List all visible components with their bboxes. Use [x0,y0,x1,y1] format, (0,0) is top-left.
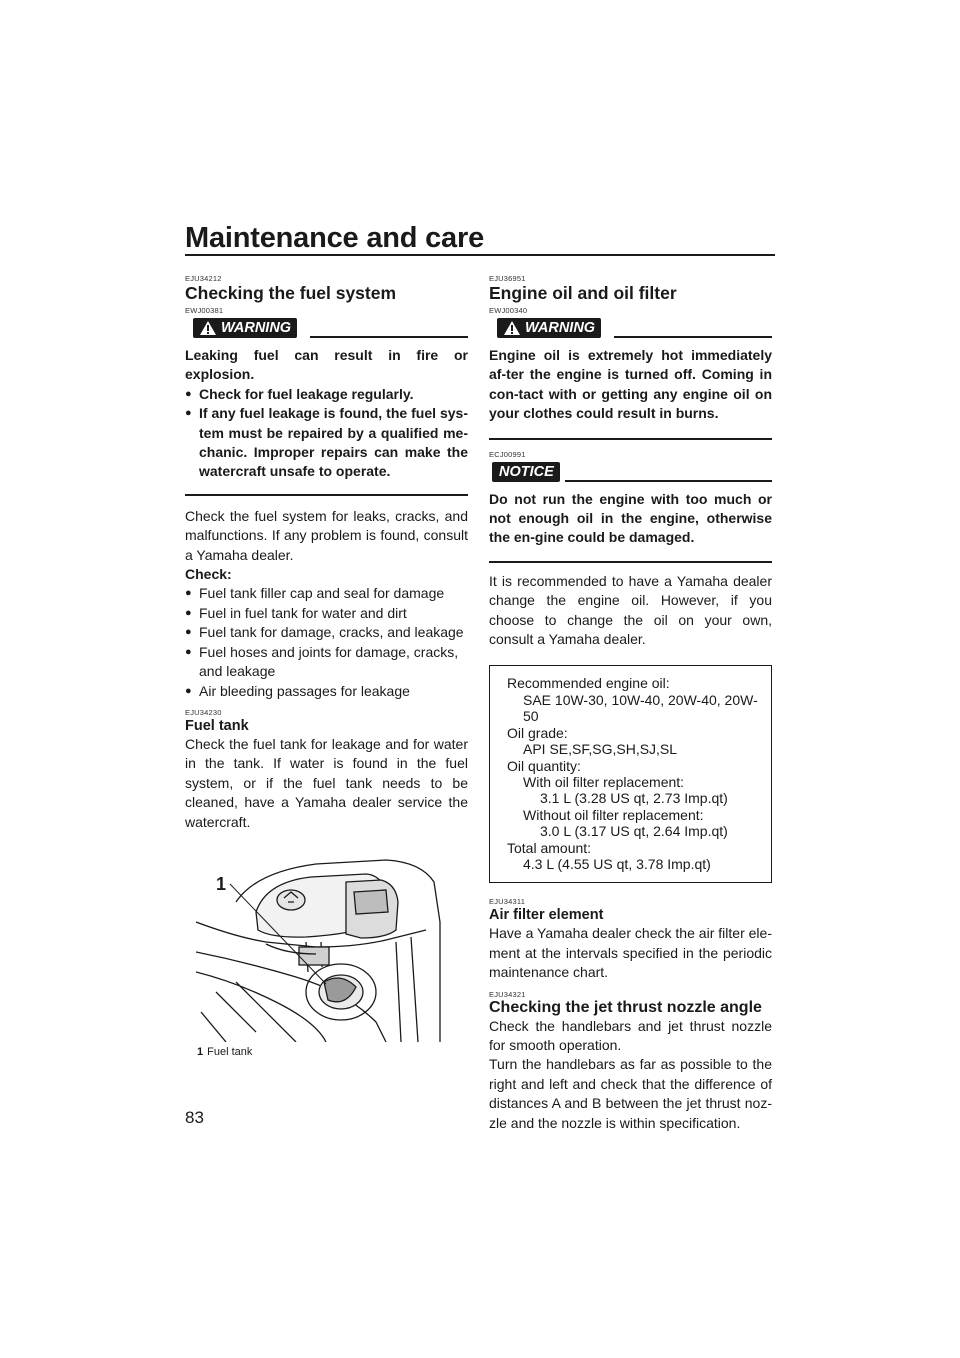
warning-body [185,346,468,482]
left-column [185,274,468,1058]
section-heading-nozzle: Checking the jet thrust nozzle angle [489,998,762,1016]
title-rule [185,254,775,256]
notice-header [489,462,772,484]
warning-body: Engine oil is extremely hot immediately af-ter the engine is turned off. Coming in con-tact with or getting any engine oil on your clothes could result in burns. [489,347,772,422]
spec-label: Oil grade: [507,724,568,741]
warning-header [489,318,772,340]
spec-label: Recommended engine oil: [507,675,670,692]
warning-badge [193,318,297,338]
check-item: ● Fuel tank for damage, cracks, and leakage [185,623,468,642]
paragraph: Turn the handlebars as far as possible to the right and left and check that the difference of distances A and B between the jet thrust noz-zle and the nozzle is within specification. [489,1056,772,1131]
notice-body: Do not run the engine with too much or not enough oil in the engine, otherwise the en-gine could be damaged. [489,490,772,546]
section-code: EJU34212 [185,274,222,283]
notice-end-rule [489,561,772,563]
fuel-tank-figure [196,842,442,1042]
check-item: ● Fuel hoses and joints for damage, cracks, and leakage [185,643,468,682]
warning-header [185,318,468,340]
warning-lead: Leaking fuel can result in fire or explosion. [185,347,468,383]
warning-label: WARNING [221,320,292,336]
section-code: EJU34321 [489,989,526,999]
spec-value: 3.1 L (3.28 US qt, 2.73 Imp.qt) [540,790,728,807]
spec-value: 4.3 L (4.55 US qt, 3.78 Imp.qt) [523,855,711,872]
notice-code: ECJ00991 [489,449,526,459]
warning-badge [497,318,601,338]
right-column [489,274,772,1133]
section-heading-fuel-tank: Fuel tank [185,717,249,734]
check-label: Check: [185,566,232,583]
spec-sublabel: With oil filter replacement: [523,773,685,790]
warning-end-rule [489,438,772,440]
spec-label: Oil quantity: [507,757,581,774]
spec-sublabel: Without oil filter replacement: [523,806,704,823]
caption-number: 1 [197,1045,204,1058]
warning-label: WARNING [525,320,596,336]
page-number: 83 [185,1108,204,1127]
paragraph: It is recommended to have a Yamaha dealer change the engine oil. However, if you choose to change the oil on your own, consult a Yamaha dealer. [489,572,772,648]
warning-rule [310,336,468,338]
warning-rule [614,336,772,338]
spec-value: 3.0 L (3.17 US qt, 2.64 Imp.qt) [540,823,728,840]
paragraph: Check the fuel tank for leakage and for water in the tank. If water is found in the fuel system, or if the fuel tank needs to be cleaned, have a Yamaha dealer service the watercraft. [185,735,468,830]
page-title: Maintenance and care [185,222,484,254]
notice-badge: NOTICE [492,462,560,482]
spec-value: SAE 10W-30, 10W-40, 20W-40, 20W-50 [523,691,758,725]
fuel-tank-illustration [196,842,442,1042]
oil-spec-box [489,665,772,883]
warning-triangle-icon [503,320,521,336]
check-item: ● Fuel tank filler cap and seal for damage [185,584,468,603]
paragraph: Have a Yamaha dealer check the air filter ele-ment at the intervals specified in the periodic maintenance chart. [489,925,772,981]
section-code: EJU34230 [185,707,222,717]
section-heading-air-filter: Air filter element [489,907,604,924]
caption-text: Fuel tank [207,1045,253,1058]
section-code: EJU36951 [489,274,526,283]
warning-triangle-icon [199,320,217,336]
section-heading-fuel-system: Checking the fuel system [185,283,397,303]
check-item: ● Air bleeding passages for leakage [185,682,468,701]
section-code: EJU34311 [489,897,526,907]
warning-code: EWJ00340 [489,306,528,315]
figure-callout: 1 [216,873,227,894]
section-heading-engine-oil: Engine oil and oil filter [489,283,677,303]
warning-end-rule [185,494,468,496]
warning-code: EWJ00381 [185,306,224,315]
warning-bullet: ● Check for fuel leakage regularly. [185,385,468,404]
notice-rule [565,480,772,482]
paragraph: Check the handlebars and jet thrust nozzle for smooth operation. [489,1017,772,1053]
figure-caption [197,1046,468,1058]
warning-bullet: ● If any fuel leakage is found, the fuel sys-tem must be repaired by a qualified me-chanic. Improper repairs can make the watercraft unsafe to operate. [185,404,468,482]
check-item: ● Fuel in fuel tank for water and dirt [185,604,468,623]
spec-value: API SE,SF,SG,SH,SJ,SL [523,741,678,758]
paragraph: Check the fuel system for leaks, cracks, and malfunctions. If any problem is found, consult a Yamaha dealer. [185,507,468,563]
spec-label: Total amount: [507,839,592,856]
